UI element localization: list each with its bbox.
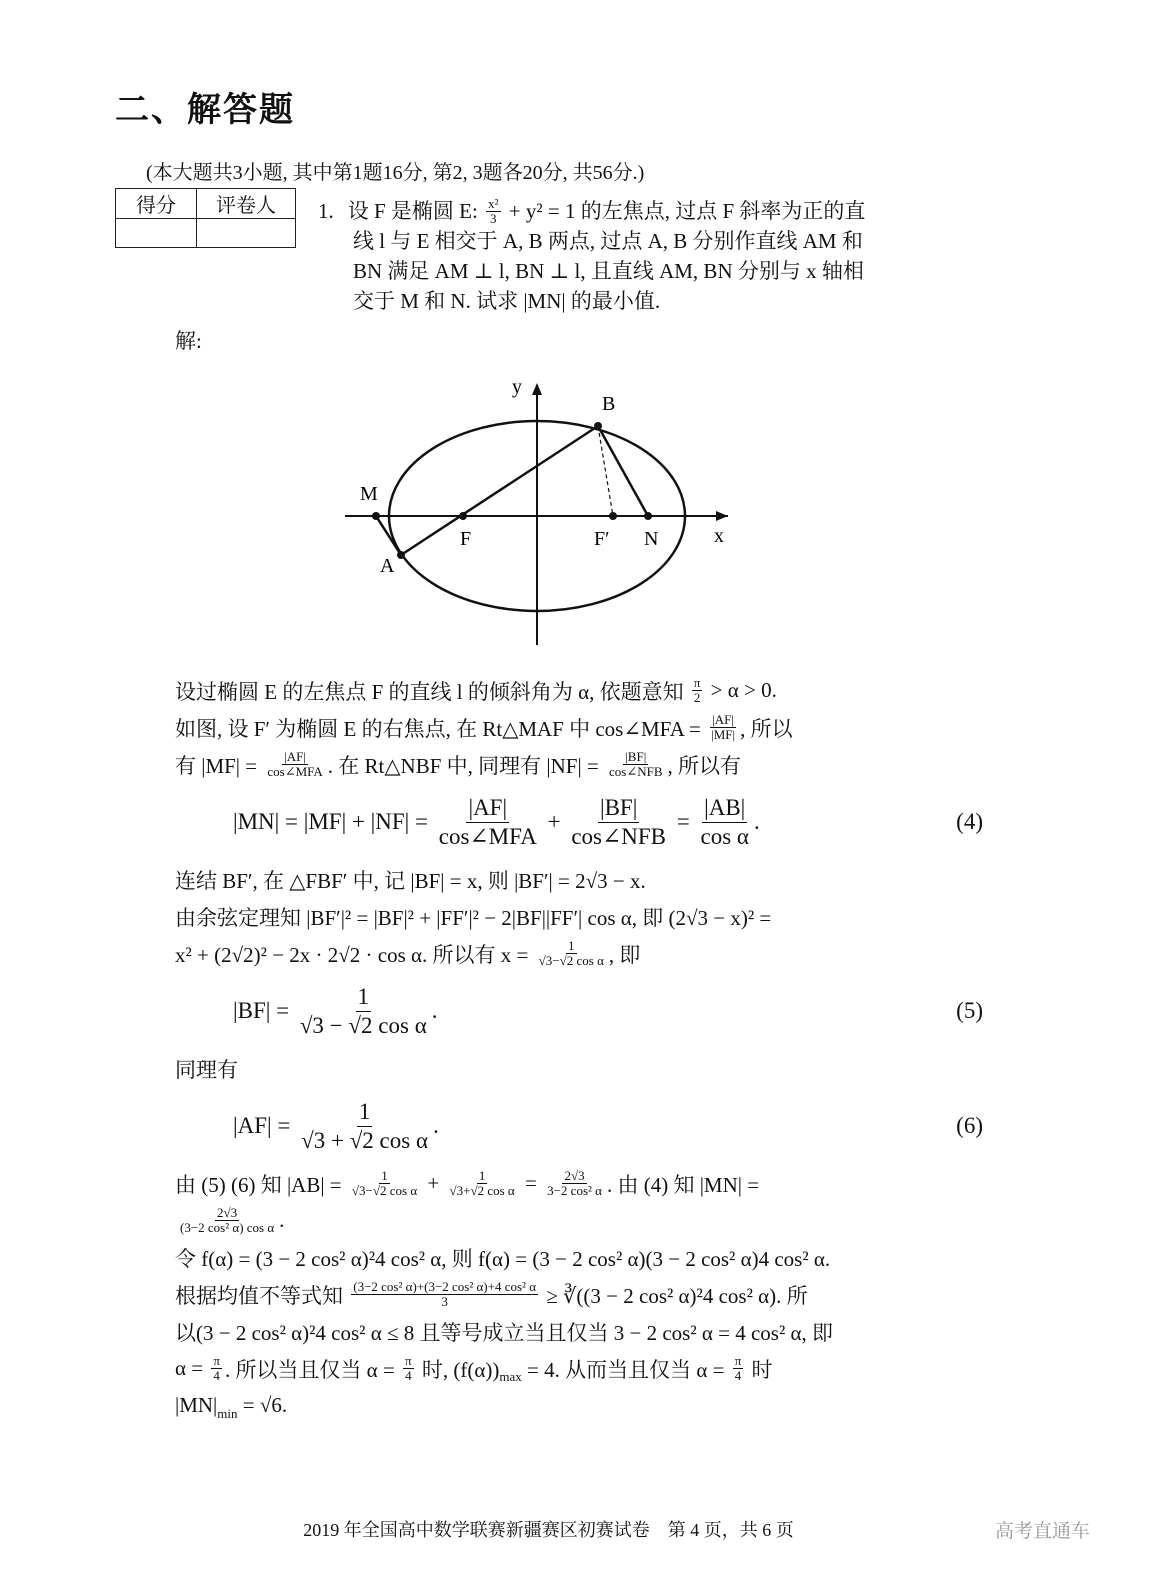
fraction	[299, 1098, 430, 1155]
fraction-denominator: cos∠NFB	[571, 823, 666, 849]
fraction-denominator: √3 + √2 cos α	[301, 1127, 429, 1153]
math-text: .	[433, 1113, 439, 1138]
fraction-denominator: √3 − √2 cos α	[299, 1012, 427, 1038]
point-f-prime	[609, 512, 617, 520]
math-text: = 4. 从而当且仅当 α =	[521, 1357, 730, 1382]
fraction-denominator: √3−√2 cos α	[351, 1183, 418, 1198]
point-a	[397, 551, 405, 559]
point-n	[644, 512, 652, 520]
fraction-numerator: 1	[357, 1098, 373, 1127]
grader-header: 评卷人	[197, 189, 296, 219]
solution-body	[175, 672, 987, 1424]
text-line	[175, 1050, 987, 1087]
text-line	[175, 1350, 987, 1387]
display-equation	[175, 783, 987, 861]
fraction-numerator: 2√3	[564, 1168, 585, 1183]
score-table	[115, 188, 296, 248]
text-line	[175, 861, 987, 898]
math-text: = √6.	[237, 1393, 288, 1417]
point-b	[594, 422, 602, 430]
fraction-numerator: |AF|	[284, 749, 306, 764]
label-b: B	[602, 393, 616, 415]
fraction-denominator: 3−2 cos² α	[547, 1183, 602, 1198]
math-text: 设 F 是椭圆 E:	[347, 199, 484, 223]
text-line	[175, 1165, 987, 1202]
fraction-denominator: 3	[441, 1294, 448, 1309]
fraction	[298, 983, 429, 1040]
math-text: +	[541, 809, 567, 834]
fraction	[178, 1206, 276, 1235]
text-line	[175, 1239, 987, 1276]
fraction-denominator: √3−√2 cos α	[538, 953, 604, 968]
fraction-denominator: 4	[734, 1368, 742, 1383]
fraction-numerator: 1	[568, 938, 575, 953]
fraction-numerator: π	[213, 1353, 220, 1368]
label-m: M	[360, 483, 378, 505]
math-text: α =	[175, 1356, 209, 1380]
text-line	[175, 935, 987, 972]
fraction-denominator: 2	[693, 690, 701, 705]
math-text: =	[671, 809, 696, 834]
fraction-numerator: π	[405, 1353, 412, 1368]
fraction	[403, 1354, 414, 1383]
fraction	[733, 1354, 744, 1383]
fraction	[537, 939, 606, 968]
fraction-numerator: |AF|	[712, 712, 734, 727]
subscript: max	[499, 1369, 522, 1384]
fraction-denominator: 4	[405, 1368, 412, 1383]
fraction-numerator: 1	[381, 1168, 388, 1183]
math-text: , 即	[608, 942, 641, 967]
math-text: =	[519, 1171, 543, 1195]
fraction-numerator: 1	[478, 1168, 486, 1183]
math-text: , 所以有	[667, 753, 742, 778]
fraction-denominator: cos α	[700, 823, 749, 849]
math-text: 交于 M 和 N. 试求 |MN| 的最小值.	[353, 289, 661, 313]
problem-line	[318, 256, 993, 286]
math-text: .	[431, 998, 438, 1023]
equation-number: (4)	[956, 809, 983, 834]
fraction-denominator: |MF|	[711, 727, 736, 742]
fraction	[448, 1169, 517, 1198]
math-text: 连结 BF′, 在 △FBF′ 中, 记 |BF| = x, 则 |BF′| = 2√3 − x.	[175, 868, 646, 893]
label-x: x	[714, 525, 724, 547]
problem-line	[318, 226, 993, 256]
text-line	[175, 1387, 987, 1424]
equation-expression	[175, 794, 760, 851]
math-text: > α > 0.	[705, 678, 777, 702]
math-text: . 在 Rt△NBF 中, 同理有 |NF| =	[327, 753, 604, 778]
math-text: 设过椭圆 E 的左焦点 F 的直线 l 的倾斜角为 α, 依题意知	[175, 679, 689, 704]
fraction-denominator: cos∠MFA	[438, 823, 537, 849]
watermark: 高考直通车	[995, 1520, 1091, 1542]
fraction	[698, 794, 750, 851]
fraction	[607, 750, 665, 779]
fraction	[351, 1280, 538, 1309]
problem-statement	[318, 196, 993, 316]
fraction	[486, 197, 500, 226]
display-equation	[175, 1087, 987, 1165]
fraction-numerator: π	[734, 1353, 742, 1368]
math-text: 以(3 − 2 cos² α)²4 cos² α ≤ 8 且等号成立当且仅当 3 − 2 cos² α = 4 cos² α, 即	[175, 1320, 834, 1345]
text-line	[175, 672, 987, 709]
text-line	[175, 746, 987, 783]
math-text: .	[753, 809, 760, 834]
equation-expression	[175, 1098, 439, 1155]
text-line	[175, 1202, 987, 1239]
fraction-denominator: cos∠NFB	[609, 764, 663, 779]
math-text: 如图, 设 F′ 为椭圆 E 的右焦点, 在 Rt△MAF 中 cos∠MFA =	[175, 716, 707, 741]
fraction	[545, 1169, 604, 1198]
label-f: F	[460, 528, 472, 550]
math-text: , 所以	[740, 716, 793, 741]
math-text: + y² = 1 的左焦点, 过点 F 斜率为正的直	[503, 199, 866, 223]
fraction	[437, 794, 539, 851]
problem-line	[318, 196, 993, 226]
fraction-numerator: |AB|	[702, 794, 747, 823]
point-m	[372, 512, 380, 520]
fraction-denominator: 3	[490, 210, 497, 226]
fraction-numerator: 2√3	[217, 1205, 238, 1220]
fraction	[211, 1354, 222, 1383]
math-text: 时	[746, 1357, 773, 1382]
display-equation	[175, 972, 987, 1050]
section-intro: (本大题共3小题, 其中第1题16分, 第2, 3题各20分, 共56分.)	[146, 162, 645, 184]
math-text: +	[422, 1171, 445, 1195]
math-text: 由 (5) (6) 知 |AB| =	[175, 1172, 347, 1197]
fraction-denominator: √3+√2 cos α	[449, 1183, 515, 1198]
fraction-numerator: π	[693, 675, 701, 690]
math-text: 有 |MF| =	[175, 753, 263, 778]
fraction-numerator: |BF|	[598, 794, 639, 823]
math-text: |AF| =	[233, 1113, 297, 1138]
fraction-numerator: (3−2 cos² α)+(3−2 cos² α)+4 cos² α	[353, 1279, 537, 1294]
fraction-numerator: |AF|	[466, 794, 509, 823]
math-text: x² + (2√2)² − 2x · 2√2 · cos α. 所以有 x =	[175, 942, 534, 967]
math-text: 根据均值不等式知	[175, 1283, 349, 1308]
fraction	[350, 1169, 419, 1198]
math-text: 同理有	[175, 1057, 238, 1082]
problem-line	[318, 286, 993, 316]
math-text: |MN| = |MF| + |NF| =	[233, 809, 434, 834]
label-f-prime: F′	[594, 528, 610, 550]
page-footer: 2019 年全国高中数学联赛新疆赛区初赛试卷 第 4 页，共 6 页	[303, 1520, 794, 1540]
math-text: 令 f(α) = (3 − 2 cos² α)²4 cos² α, 则 f(α) = (3 − 2 cos² α)(3 − 2 cos² α)4 cos² α.	[175, 1246, 831, 1271]
math-text: .	[279, 1208, 285, 1232]
text-line	[175, 1276, 987, 1313]
fraction-numerator: x²	[488, 195, 499, 211]
subscript: min	[217, 1406, 238, 1421]
math-text: |BF| =	[233, 998, 295, 1023]
x-axis-arrow-icon	[716, 511, 728, 521]
text-line	[175, 1313, 987, 1350]
fraction-denominator: cos∠MFA	[267, 764, 323, 779]
equation-expression	[175, 983, 438, 1040]
fraction	[709, 713, 737, 742]
section-heading: 二、解答题	[115, 90, 295, 130]
problem-number: 1.	[318, 199, 334, 223]
label-n: N	[644, 528, 659, 550]
point-f	[459, 512, 467, 520]
fraction-numerator: 1	[356, 983, 372, 1012]
fraction-numerator: |BF|	[625, 749, 647, 764]
fraction	[569, 794, 668, 851]
math-text: 时, (f(α))	[416, 1357, 500, 1382]
math-text: ≥ ∛((3 − 2 cos² α)²4 cos² α). 所	[541, 1283, 808, 1308]
fraction-denominator: 4	[213, 1368, 220, 1383]
equation-number: (6)	[956, 1113, 983, 1138]
math-text: 线 l 与 E 相交于 A, B 两点, 过点 A, B 分别作直线 AM 和	[353, 229, 863, 253]
fraction	[692, 676, 703, 705]
label-y: y	[512, 376, 522, 398]
math-text: |MN|	[175, 1393, 218, 1417]
math-text: . 由 (4) 知 |MN| =	[606, 1172, 760, 1197]
y-axis-arrow-icon	[532, 383, 542, 395]
solution-label: 解:	[175, 329, 202, 353]
grader-cell	[197, 219, 296, 248]
text-line	[175, 709, 987, 746]
math-text: 由余弦定理知 |BF′|² = |BF|² + |FF′|² − 2|BF||FF′| cos α, 即 (2√3 − x)² =	[175, 905, 772, 930]
text-line	[175, 898, 987, 935]
equation-number: (5)	[956, 998, 983, 1023]
fraction	[265, 750, 324, 779]
math-text: BN 满足 AM ⊥ l, BN ⊥ l, 且直线 AM, BN 分别与 x 轴相	[353, 259, 864, 283]
score-header: 得分	[116, 189, 197, 219]
fraction-denominator: (3−2 cos² α) cos α	[180, 1220, 275, 1235]
score-cell	[116, 219, 197, 248]
label-a: A	[380, 555, 395, 577]
ellipse-diagram	[330, 370, 750, 660]
math-text: . 所以当且仅当 α =	[224, 1357, 401, 1382]
line-l	[401, 426, 598, 555]
